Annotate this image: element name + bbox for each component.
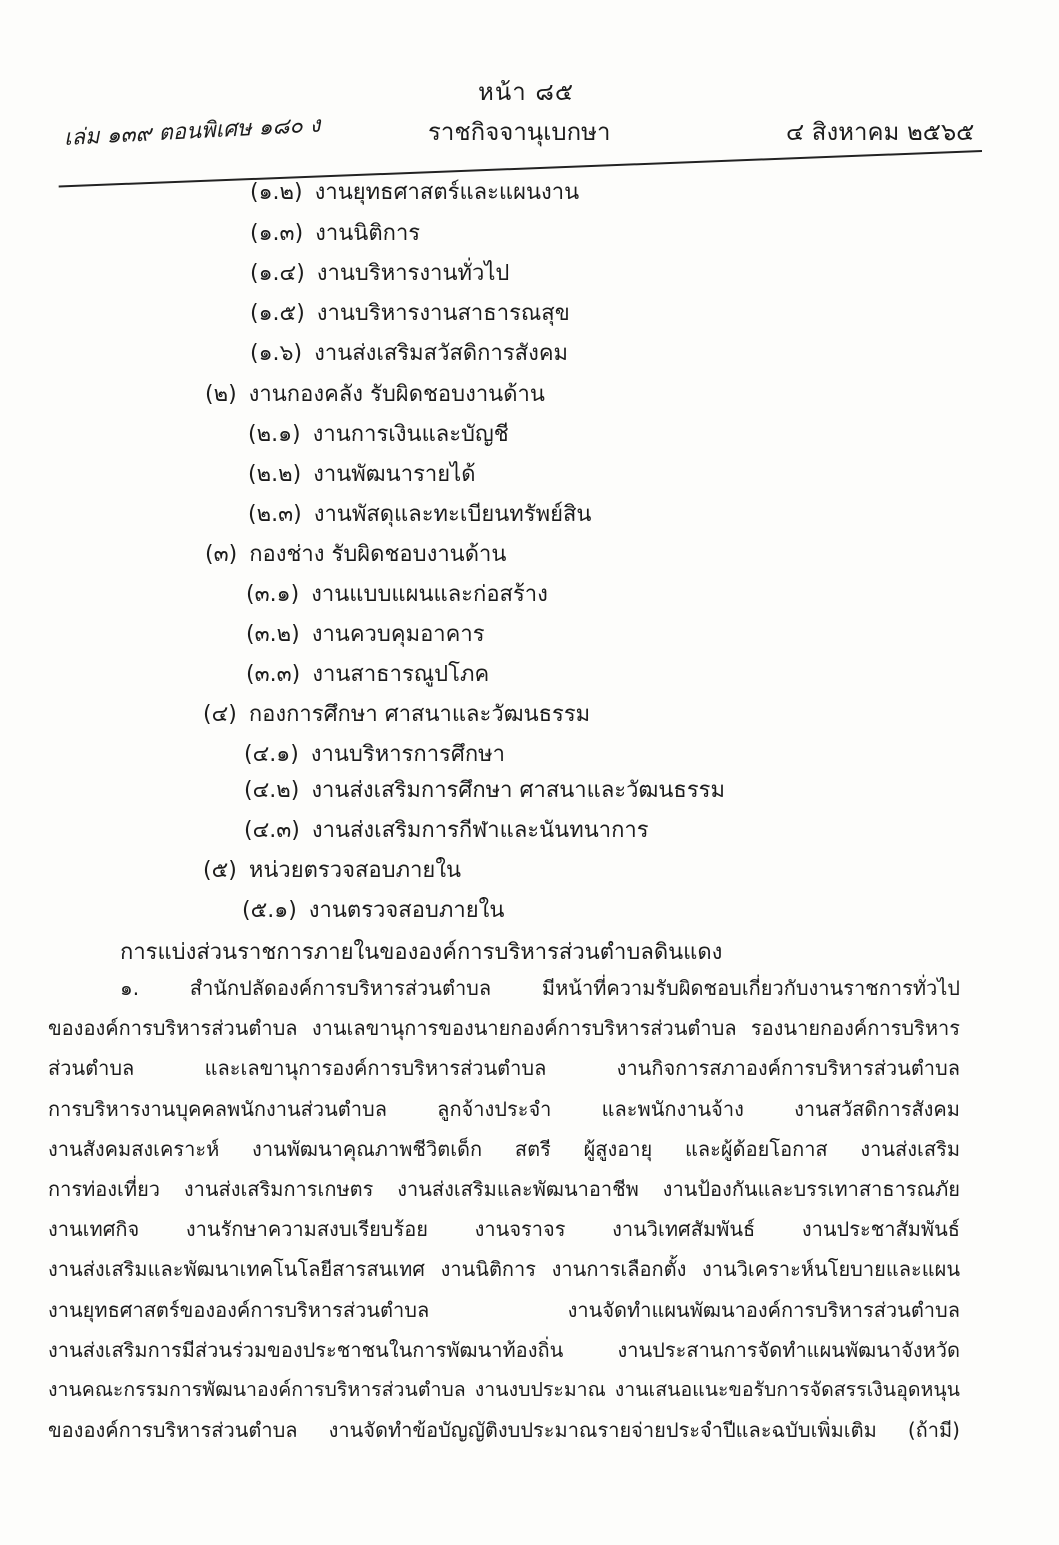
list-item-text: งานส่งเสริมสวัสดิการสังคม	[314, 341, 569, 366]
list-item-text: งานนิติการ	[315, 221, 421, 246]
list-item	[244, 776, 725, 806]
list-item-number: (๓)	[205, 542, 238, 567]
list-item-number: (๔.๑)	[244, 742, 299, 767]
list-item-text: งานพัฒนารายได้	[313, 462, 476, 487]
paragraph-line: งานส่งเสริมการมีส่วนร่วมของประชาชนในการพัฒนาท้องถิ่น งานประสานการจัดทำแผนพัฒนาจังหวัด	[48, 1337, 960, 1362]
list-item	[244, 816, 649, 846]
list-item-number: (๑.๕)	[250, 301, 305, 326]
list-item-number: (๔.๓)	[244, 818, 300, 843]
list-item	[248, 500, 591, 530]
list-item	[205, 380, 545, 410]
paragraph-line: งานเทศกิจ งานรักษาความสงบเรียบร้อย งานจราจร งานวิเทศสัมพันธ์ งานประชาสัมพันธ์	[48, 1217, 960, 1242]
paragraph-line: ขององค์การบริหารส่วนตำบล งานจัดทำข้อบัญญัติงบประมาณรายจ่ายประจำปีและฉบับเพิ่มเติม (ถ้ามี)	[48, 1418, 960, 1443]
list-item-text: งานตรวจสอบภายใน	[308, 898, 505, 923]
list-item	[244, 740, 505, 770]
list-item	[250, 299, 570, 329]
list-item	[242, 896, 504, 926]
list-item-text: งานบริหารการศึกษา	[310, 742, 505, 767]
list-item-number: (๑.๖)	[250, 341, 303, 366]
list-item-number: (๒)	[205, 382, 237, 407]
paragraph-line: งานยุทธศาสตร์ขององค์การบริหารส่วนตำบล งานจัดทำแผนพัฒนาองค์การบริหารส่วนตำบล	[48, 1297, 960, 1322]
list-item-number: (๒.๓)	[248, 502, 302, 527]
list-item	[250, 259, 509, 289]
list-item-text: งานบริหารงานทั่วไป	[316, 261, 510, 286]
list-item-text: งานแบบแผนและก่อสร้าง	[311, 582, 548, 607]
list-item-text: งานกองคลัง รับผิดชอบงานด้าน	[248, 382, 545, 407]
list-item-text: งานสาธารณูปโภค	[312, 662, 490, 687]
list-item-number: (๑.๓)	[250, 221, 304, 246]
list-item	[205, 540, 506, 570]
publication-name: ราชกิจจานุเบกษา	[428, 118, 611, 146]
list-item	[203, 700, 590, 730]
list-item-number: (๓.๓)	[246, 662, 301, 687]
list-item-text: งานส่งเสริมการกีฬาและนันทนาการ	[311, 818, 649, 843]
list-item-text: งานส่งเสริมการศึกษา ศาสนาและวัฒนธรรม	[311, 778, 725, 803]
paragraph-line: งานส่งเสริมและพัฒนาเทคโนโลยีสารสนเทศ งานนิติการ งานการเลือกตั้ง งานวิเคราะห์นโยบายและแผน	[48, 1257, 960, 1282]
list-item-text: งานยุทธศาสตร์และแผนงาน	[314, 180, 580, 205]
paragraph-line: งานสังคมสงเคราะห์ งานพัฒนาคุณภาพชีวิตเด็ก สตรี ผู้สูงอายุ และผู้ด้อยโอกาส งานส่งเสริม	[48, 1136, 960, 1161]
list-item	[246, 620, 485, 650]
paragraph-line: งานคณะกรรมการพัฒนาองค์การบริหารส่วนตำบล งานงบประมาณ งานเสนอแนะขอรับการจัดสรรเงินอุดหนุน	[48, 1377, 960, 1401]
list-item	[203, 856, 461, 886]
list-item	[250, 219, 420, 249]
list-item-text: งานควบคุมอาคาร	[311, 622, 485, 647]
list-item-text: กองการศึกษา ศาสนาและวัฒนธรรม	[248, 702, 591, 727]
publication-date: ๔ สิงหาคม ๒๕๖๕	[786, 118, 975, 146]
page-number: หน้า ๘๕	[478, 78, 575, 106]
list-item-number: (๑.๔)	[250, 261, 305, 286]
list-item-number: (๓.๑)	[246, 582, 300, 607]
section-title: การแบ่งส่วนราชการภายในขององค์การบริหารส่วนตำบลดินแดง	[120, 940, 723, 965]
list-item-number: (๕.๑)	[242, 898, 297, 923]
paragraph-line: ๑. สำนักปลัดองค์การบริหารส่วนตำบล มีหน้าที่ความรับผิดชอบเกี่ยวกับงานราชการทั่วไป	[120, 976, 960, 1000]
list-item-text: กองช่าง รับผิดชอบงานด้าน	[249, 542, 507, 567]
list-item	[246, 580, 548, 610]
paragraph-line: การบริหารงานบุคคลพนักงานส่วนตำบล ลูกจ้างประจำ และพนักงานจ้าง งานสวัสดิการสังคม	[48, 1096, 960, 1121]
list-item-number: (๓.๒)	[246, 622, 300, 647]
list-item-number: (๕)	[203, 858, 237, 883]
list-item	[250, 178, 579, 208]
list-item	[248, 420, 509, 450]
list-item	[248, 460, 476, 490]
list-item	[246, 660, 489, 690]
body-paragraph	[48, 968, 960, 1450]
list-item-text: หน่วยตรวจสอบภายใน	[248, 858, 462, 883]
list-item-number: (๒.๒)	[248, 462, 302, 487]
paragraph-line: ส่วนตำบล และเลขานุการองค์การบริหารส่วนตำบล งานกิจการสภาองค์การบริหารส่วนตำบล	[48, 1056, 960, 1081]
list-item-text: งานบริหารงานสาธารณสุข	[316, 301, 570, 326]
list-item-number: (๑.๒)	[250, 180, 303, 205]
paragraph-line: การท่องเที่ยว งานส่งเสริมการเกษตร งานส่งเสริมและพัฒนาอาชีพ งานป้องกันและบรรเทาสาธารณภัย	[48, 1176, 960, 1201]
list-item-number: (๔)	[203, 702, 237, 727]
list-item-number: (๔.๒)	[244, 778, 300, 803]
list-item	[250, 339, 568, 369]
volume-issue: เล่ม ๑๓๙ ตอนพิเศษ ๑๘๐ ง	[63, 112, 322, 151]
list-item-number: (๒.๑)	[248, 422, 301, 447]
list-item-text: งานการเงินและบัญชี	[312, 422, 509, 447]
list-item-text: งานพัสดุและทะเบียนทรัพย์สิน	[313, 502, 592, 527]
paragraph-line: ขององค์การบริหารส่วนตำบล งานเลขานุการของนายกองค์การบริหารส่วนตำบล รองนายกองค์การบริหาร	[48, 1016, 960, 1041]
